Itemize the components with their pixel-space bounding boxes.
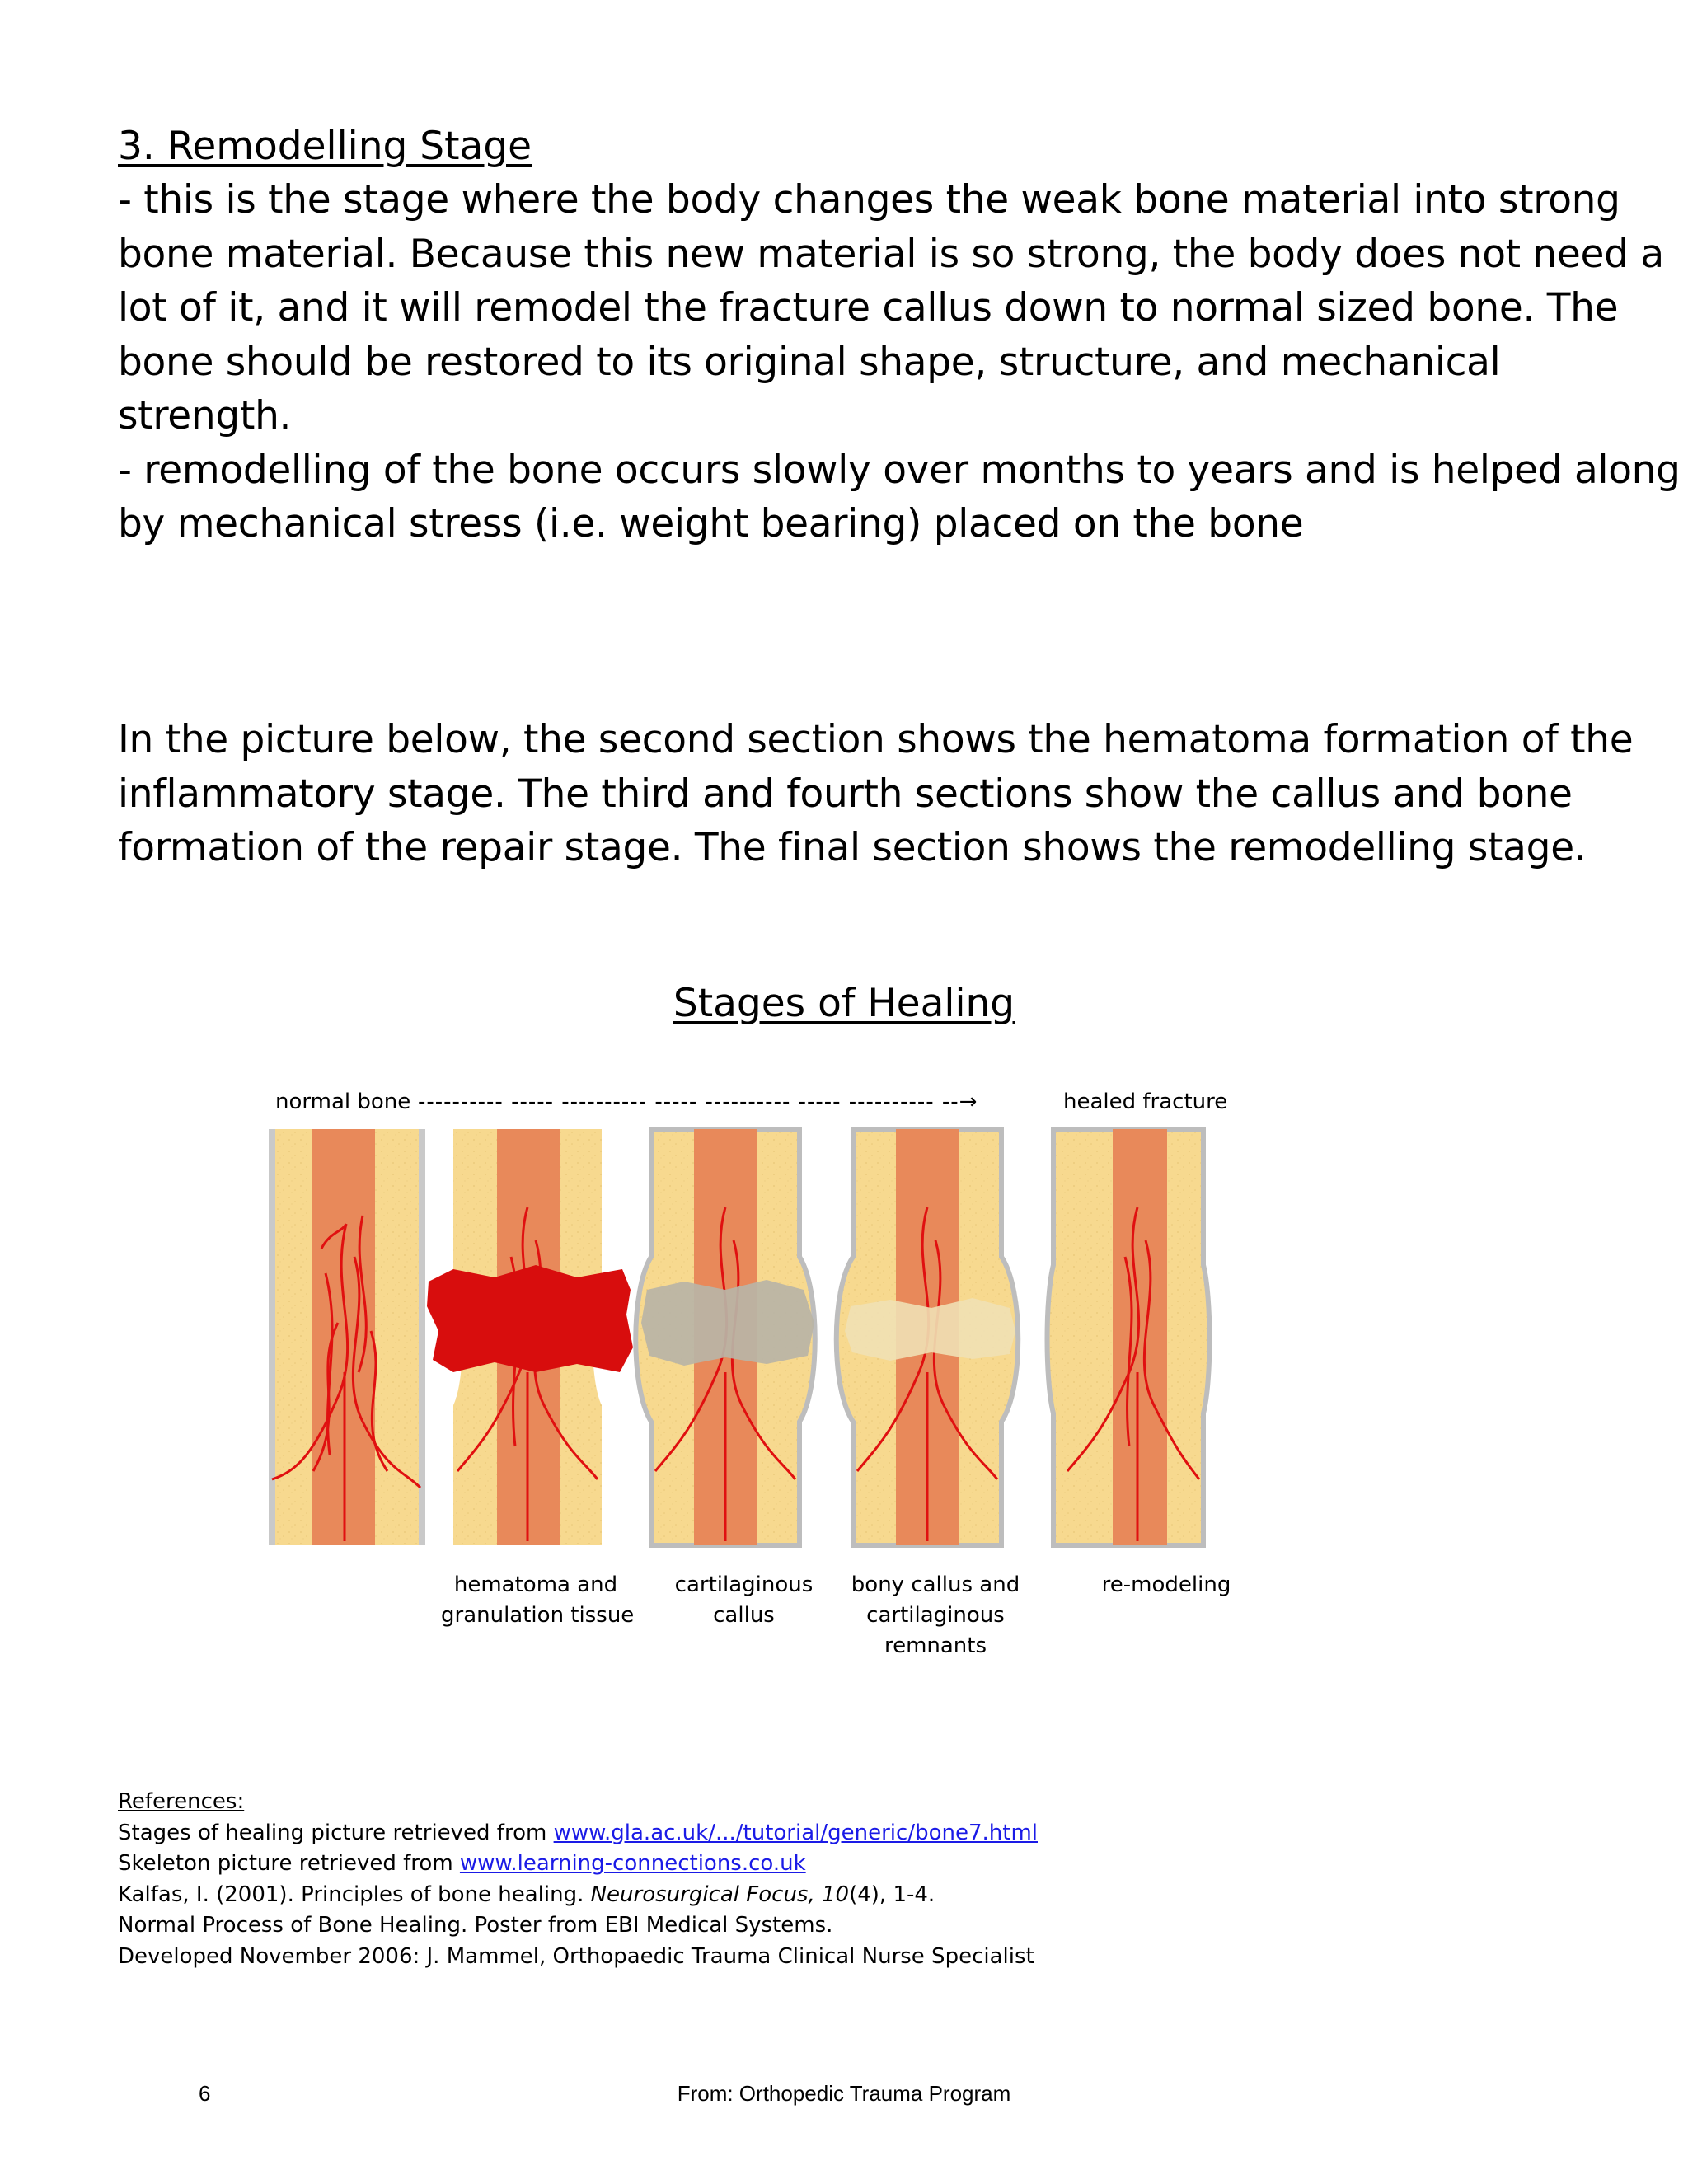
caption-line: callus [713, 1603, 775, 1628]
section-body [118, 173, 1681, 551]
reference-item: Developed November 2006: J. Mammel, Orthopaedic Trauma Clinical Nurse Specialist [118, 1943, 1034, 1969]
section-heading: 3. Remodelling Stage [118, 124, 532, 169]
healed-fracture-label: healed fracture [1063, 1090, 1228, 1114]
body-line: by mechanical stress (i.e. weight bearing) placed on the bone [118, 501, 1304, 546]
reference-item: Normal Process of Bone Healing. Poster from EBI Medical Systems. [118, 1913, 833, 1938]
reference-link[interactable]: www.gla.ac.uk/.../tutorial/generic/bone7.html [553, 1820, 1038, 1845]
caption-cartilaginous-callus [659, 1570, 828, 1631]
bone-stage-bony-callus [837, 1129, 1019, 1545]
stages-of-healing-illustration [264, 1125, 1253, 1554]
bone-stage-cartilaginous-callus [635, 1129, 815, 1545]
references-heading: References: [118, 1789, 245, 1814]
caption-hematoma [441, 1570, 635, 1631]
caption-line: hematoma and [453, 1572, 618, 1597]
footer-source: From: Orthopedic Trauma Program [677, 2081, 1011, 2106]
normal-bone-label: normal bone [275, 1090, 411, 1114]
reference-item: Skeleton picture retrieved from www.learning-connections.co.uk [118, 1851, 806, 1876]
body-line: - remodelling of the bone occurs slowly over months to years and is helped along [118, 447, 1681, 493]
figure-title: Stages of Healing [673, 981, 1015, 1026]
caption-line: cartilaginous [674, 1572, 814, 1597]
reference-item: Kalfas, I. (2001). Principles of bone healing. Neurosurgical Focus, 10(4), 1-4. [118, 1882, 935, 1907]
caption-remodeling [1096, 1570, 1236, 1601]
intro-line: formation of the repair stage. The final section shows the remodelling stage. [118, 825, 1587, 870]
body-line: bone should be restored to its original shape, structure, and mechanical [118, 339, 1501, 385]
reference-item: Stages of healing picture retrieved from www.gla.ac.uk/.../tutorial/generic/bone7.html [118, 1820, 1038, 1845]
intro-paragraph [118, 713, 1634, 875]
references [118, 1787, 1038, 1972]
caption-line: remnants [884, 1633, 987, 1658]
page-number: 6 [199, 2081, 211, 2106]
body-line: lot of it, and it will remodel the fracture callus down to normal sized bone. The [118, 285, 1619, 330]
reference-link[interactable]: www.learning-connections.co.uk [459, 1851, 806, 1876]
caption-line: granulation tissue [441, 1603, 635, 1628]
bone-stage-normal [269, 1129, 425, 1545]
intro-line: inflammatory stage. The third and fourth sections show the callus and bone [118, 771, 1573, 817]
caption-line: re-modeling [1101, 1572, 1231, 1597]
body-line: bone material. Because this new material is so strong, the body does not need a [118, 231, 1664, 277]
body-line: strength. [118, 393, 292, 438]
bone-stage-remodeling [1048, 1129, 1210, 1545]
progression-arrow: ---------- ----- ---------- ----- ---------- ----- ---------- --→ [418, 1090, 978, 1114]
caption-line: bony callus and [851, 1572, 1020, 1597]
intro-line: In the picture below, the second section shows the hematoma formation of the [118, 717, 1634, 762]
bone-stage-hematoma [427, 1129, 633, 1545]
caption-line: cartilaginous [866, 1603, 1005, 1628]
caption-bony-callus [849, 1570, 1022, 1661]
body-line: - this is the stage where the body changes the weak bone material into strong [118, 177, 1620, 223]
